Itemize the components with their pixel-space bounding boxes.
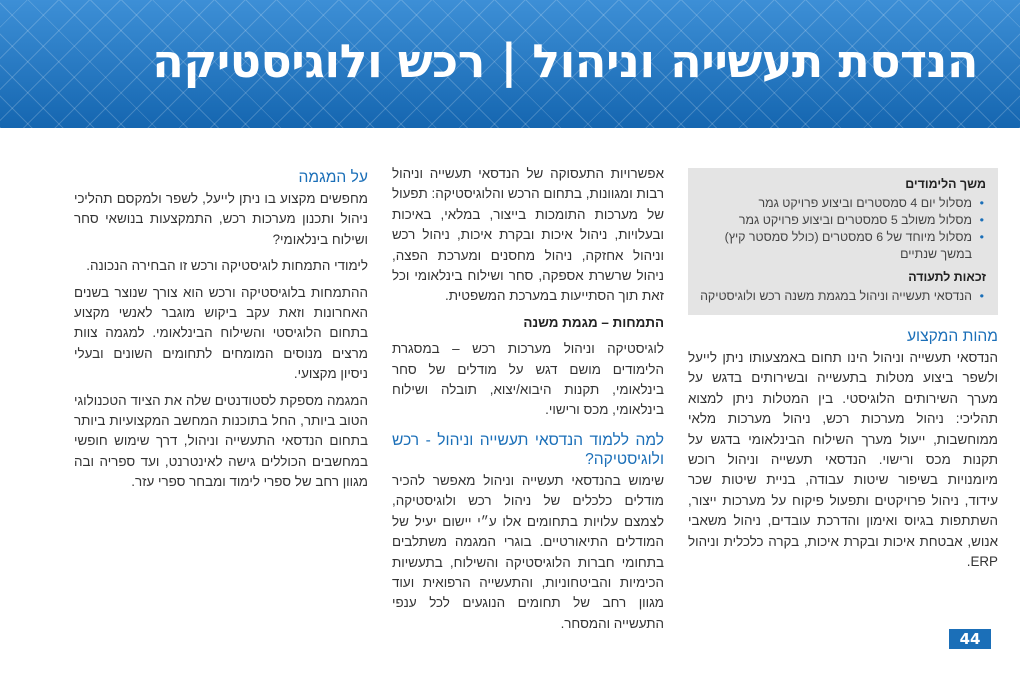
- list-item: • מסלול משולב 5 סמסטרים וביצוע פרויקט גמר: [700, 212, 972, 229]
- right-column: [688, 168, 998, 578]
- about-paragraph: המגמה מספקת לסטודנטים שלה את הציוד הטכנולוגי הטוב ביותר, החל בתוכנות המחשב המקצועיות ביותר בתחום הנדסאי התעשייה וניהול, דרך שימוש חופשי במחשבים הכוללים גישה לאינטרנט, ועד ספריה ובה מגוון רחב של ספרי לימוד ומבחר ספרי עזר.: [74, 392, 368, 490]
- middle-column: [392, 164, 664, 640]
- why-study-body: שימוש בהנדסאי תעשייה וניהול מאפשר להכיר מודלים כלכלים של ניהול רכש ולוגיסטיקה, לצמצם עלויות בתחומים אלו ע״י יישום יעיל של המודלים התיאורטיים. בוגרי המגמה משתלבים בתחומי חברות הלוגיסטיקה והשילוח, בתעשיות הכימיות והביטחוניות, והתעשייה הרפואית ועוד מגוון רחב של תחומים הנוגעים לכל ענפי התעשייה והמסחר.: [392, 472, 664, 631]
- certificate-heading: זכאות לתעודה: [908, 270, 986, 284]
- why-study-title: למה ללמוד הנדסאי תעשייה וניהול - רכש ולוגיסטיקה?: [392, 431, 664, 468]
- duration-heading: משך הלימודים: [905, 177, 986, 191]
- essence-title: מהות המקצוע: [906, 328, 998, 345]
- study-info-box: [688, 168, 998, 315]
- page-number: 44: [949, 629, 991, 649]
- duration-list: [700, 195, 986, 263]
- about-paragraph: לימודי התמחות לוגיסטיקה ורכש זו הבחירה הנכונה.: [86, 258, 368, 274]
- certificate-list: [700, 288, 986, 305]
- left-column: [74, 168, 368, 499]
- list-item: • הנדסאי תעשייה וניהול במגמת משנה רכש ולוגיסטיקה: [700, 288, 972, 305]
- about-paragraph: ההתמחות בלוגיסטיקה ורכש הוא צורך שנוצר בשנים האחרונות וזאת עקב ביקוש מוגבר לאנשי מקצוע בתחום הלוגיסטי והשילוח הבינלאומי. למגמה צוות מרצים מנוסים המומחים לתחומים השונים ובעלי ניסיון מקצועי.: [74, 284, 368, 382]
- essence-body: הנדסאי תעשייה וניהול הינו תחום באמצעותו ניתן לייעל ולשפר ביצוע מטלות בתעשייה ובשירותים בדגש על מערך השירותים הלוגיסטי. בין המטלות ניתן למצוא תהליכי: ניהול מערכות רכש, ניהול מערכות מלאי ממוחשבות, ייעול מערך השילוח הבינלאומי בדגש על תקנות מכס ורישוי. הנדסאי תעשייה וניהול רוכש מיומנויות בשיפור שיטות עבודה, בניית שיטות שכר עידוד, ניהול פרויקטים ותפעול פיקוח על מערכות ייצור, השתתפות בגיוס ואימון והדרכת עובדים, ניהול משאבי אנוש, אבטחת איכות ובקרת איכות, בקרה כלכלית וניהול ERP.: [688, 350, 998, 570]
- specialization-heading: התמחות – מגמת משנה: [523, 314, 664, 330]
- employment-intro: אפשרויות התעסוקה של הנדסאי תעשייה וניהול רבות ומגוונות, בתחום הרכש והלוגיסטיקה: תפעול של מערכות התומכות בייצור, במלאי, באיכות ובעלויות, ניהול איכות ובקרת איכות, ניהול רכש וניהול אחזקה, ניהול מחסנים ומערכת הפצה, ניהול שרשרת אספקה, סחר ושילוח בינלאומי וכל זאת תוך הסתייעות במערכת המשפטית.: [392, 166, 664, 304]
- about-paragraph: מחפשים מקצוע בו ניתן לייעל, לשפר ולמקסם תהליכי ניהול ותכנון מערכות רכש, התמקצעות בנושאי סחר ושילוח בינלאומי?: [74, 191, 368, 247]
- list-item: • מסלול מיוחד של 6 סמסטרים (כולל סמסטר קיץ) במשך שנתיים: [700, 229, 972, 263]
- header-band: [0, 0, 1020, 128]
- about-title: על המגמה: [298, 169, 368, 186]
- page-title: הנדסת תעשייה וניהול | רכש ולוגיסטיקה: [152, 34, 978, 88]
- specialization-body: לוגיסטיקה וניהול מערכות רכש – במסגרת הלימודים מושם דגש על מודלים של סחר בינלאומי, תקנות היבוא/יצוא, תובלה ושילוח בינלאומי, מכס ורישוי.: [392, 341, 664, 418]
- list-item: • מסלול יום 4 סמסטרים וביצוע פרויקט גמר: [700, 195, 972, 212]
